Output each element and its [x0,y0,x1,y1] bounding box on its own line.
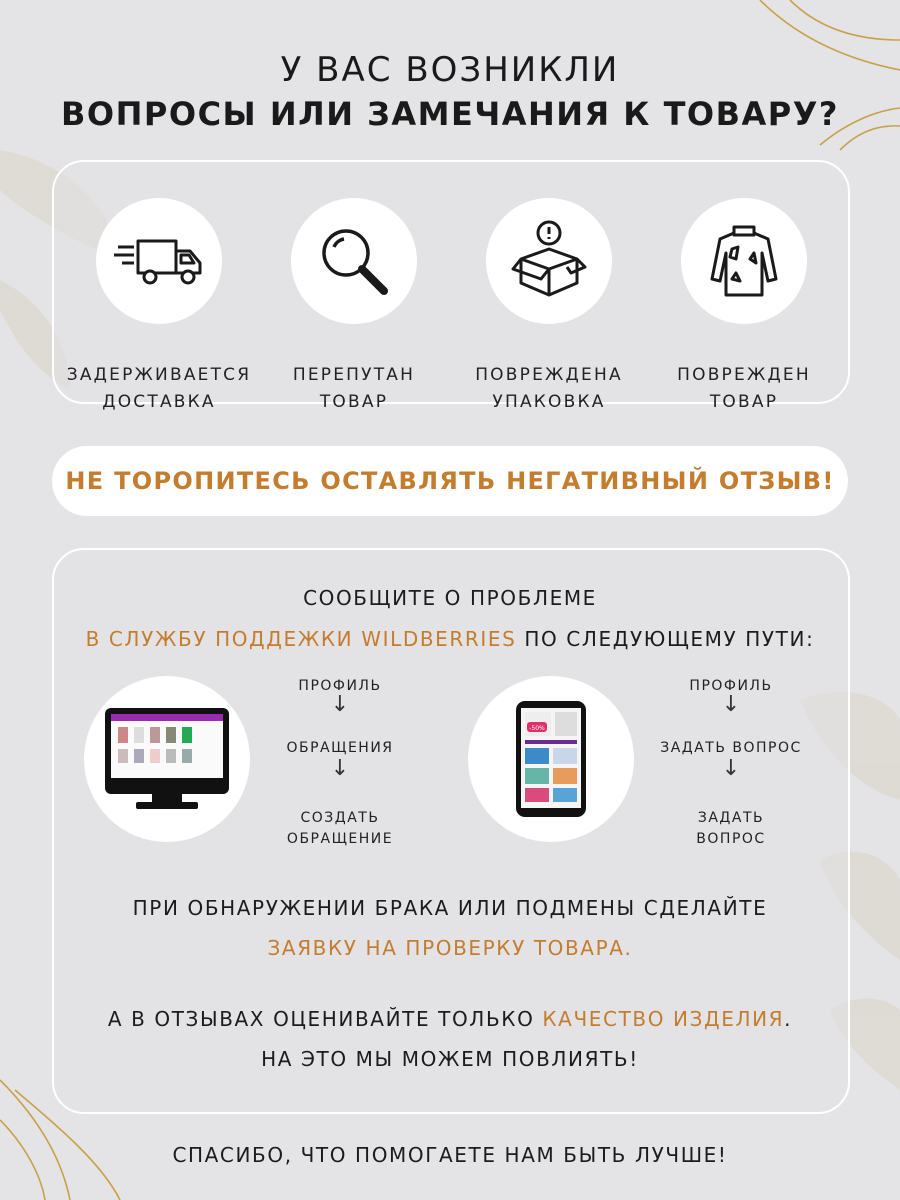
arrow-down-icon: ↓ [330,692,350,717]
support-line-1: СООБЩИТЕ О ПРОБЛЕМЕ [303,586,597,610]
desktop-step-requests: ОБРАЩЕНИЯ [286,740,394,756]
support-link-text: В СЛУЖБУ ПОДДЕЖКИ WILDBERRIES [85,627,517,651]
review-line-2: НА ЭТО МЫ МОЖЕМ ПОВЛИЯТЬ! [261,1047,639,1071]
phone-discount-badge: -50% [529,725,545,732]
header-line-1: У ВАС ВОЗНИКЛИ [280,50,620,90]
issue-label-line-2: ДОСТАВКА [102,392,216,412]
footer-thanks: СПАСИБО, ЧТО ПОМОГАЕТЕ НАМ БЫТЬ ЛУЧШЕ! [172,1143,728,1167]
issue-label-line-1: ПЕРЕПУТАН [292,365,416,385]
step-line-1: ЗАДАТЬ [697,810,765,826]
arrow-down-icon: ↓ [721,692,741,717]
issue-label-line-2: ТОВАР [709,392,779,412]
damaged-sweater-icon [702,219,786,303]
review-line-1 [0,1007,900,1031]
support-path-text: ПО СЛЕДУЮЩЕМУ ПУТИ: [516,627,815,651]
issue-label-line-2: УПАКОВКА [492,392,606,412]
warning-banner [52,446,848,516]
mobile-step-ask-question-final [641,808,821,850]
desktop-step-profile: ПРОФИЛЬ [298,678,382,694]
issue-wrong-item [259,198,449,416]
issue-label-line-1: ПОВРЕЖДЕН [677,365,811,385]
issue-damaged-packaging [454,198,644,416]
arrow-down-icon: ↓ [721,756,741,781]
warning-banner-text: НЕ ТОРОПИТЕСЬ ОСТАВЛЯТЬ НЕГАТИВНЫЙ ОТЗЫВ! [65,467,835,495]
step-line-2: ОБРАЩЕНИЕ [286,831,394,847]
damaged-box-icon [507,219,591,303]
monitor-icon [104,707,230,811]
step-line-1: СОЗДАТЬ [300,810,380,826]
review-text-end: . [784,1007,793,1031]
issue-label-line-1: ПОВРЕЖДЕНА [475,365,623,385]
review-text-start: А В ОТЗЫВАХ ОЦЕНИВАЙТЕ ТОЛЬКО [107,1007,543,1031]
mobile-step-profile: ПРОФИЛЬ [689,678,773,694]
mobile-step-ask-question: ЗАДАТЬ ВОПРОС [660,740,802,756]
step-line-2: ВОПРОС [696,831,766,847]
issue-delayed-delivery [64,198,254,416]
header-line-2: ВОПРОСЫ ИЛИ ЗАМЕЧАНИЯ К ТОВАРУ? [61,95,839,133]
smartphone-icon [515,700,587,818]
review-text-accent: КАЧЕСТВО ИЗДЕЛИЯ [542,1007,785,1031]
desktop-step-create [250,808,430,850]
issue-label-line-1: ЗАДЕРЖИВАЕТСЯ [66,365,252,385]
truck-icon [114,231,204,291]
desktop-device [84,676,250,842]
mobile-device [468,676,634,842]
issue-damaged-item [649,198,839,416]
defect-line-2: ЗАЯВКУ НА ПРОВЕРКУ ТОВАРА. [267,936,633,960]
arrow-down-icon: ↓ [330,756,350,781]
defect-line-1: ПРИ ОБНАРУЖЕНИИ БРАКА ИЛИ ПОДМЕНЫ СДЕЛАЙТЕ [132,896,768,920]
issue-label-line-2: ТОВАР [319,392,389,412]
support-line-2 [0,627,900,651]
issues-panel [52,160,850,412]
magnifier-icon [314,221,394,301]
